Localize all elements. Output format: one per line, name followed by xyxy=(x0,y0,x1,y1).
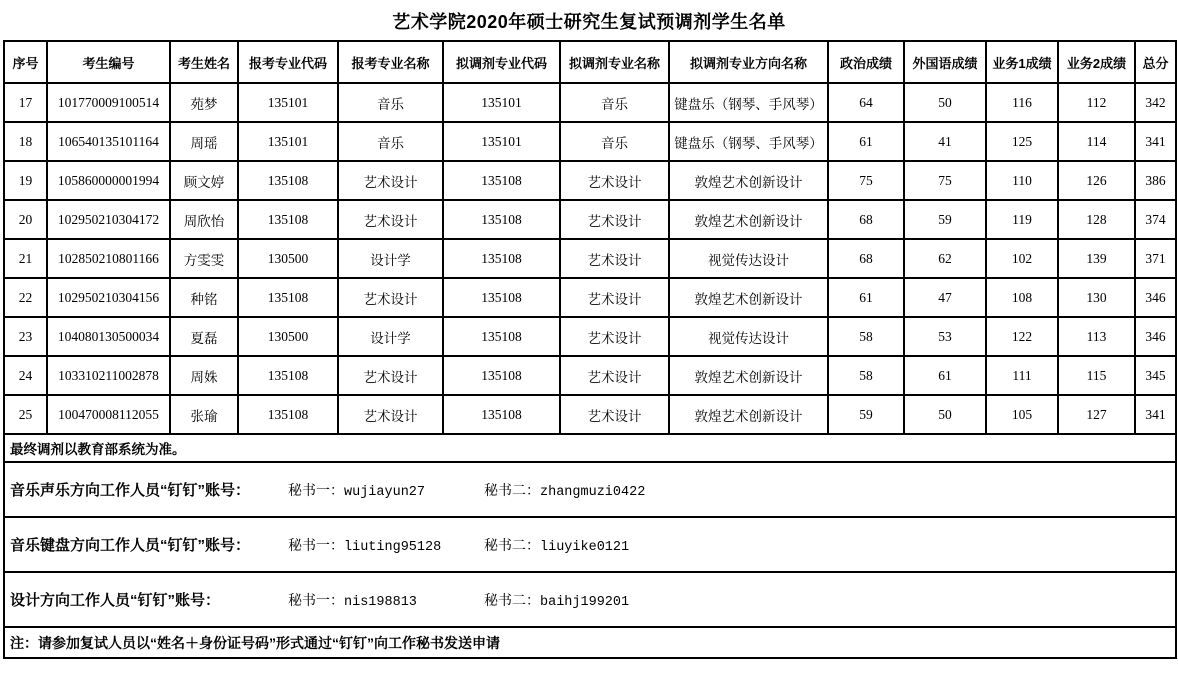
table-cell: 103310211002878 xyxy=(47,356,170,395)
table-cell: 敦煌艺术创新设计 xyxy=(669,161,828,200)
column-header: 序号 xyxy=(4,41,47,83)
final-note-text: 最终调剂以教育部系统为准。 xyxy=(10,441,186,457)
table-cell: 周欣怡 xyxy=(170,200,238,239)
table-cell: 102850210801166 xyxy=(47,239,170,278)
table-cell: 58 xyxy=(828,317,904,356)
table-cell: 50 xyxy=(904,83,986,122)
table-cell: 135108 xyxy=(443,356,560,395)
contact-row-design xyxy=(4,572,1176,627)
table-cell: 59 xyxy=(904,200,986,239)
table-cell: 61 xyxy=(828,122,904,161)
table-cell: 135108 xyxy=(443,317,560,356)
table-cell: 342 xyxy=(1135,83,1176,122)
table-cell: 128 xyxy=(1058,200,1135,239)
table-cell: 艺术设计 xyxy=(560,395,669,434)
table-cell: 25 xyxy=(4,395,47,434)
final-note-row xyxy=(4,434,1176,462)
table-cell: 105860000001994 xyxy=(47,161,170,200)
table-cell: 59 xyxy=(828,395,904,434)
table-cell: 47 xyxy=(904,278,986,317)
contact-label: 设计方向工作人员“钉钉”账号： xyxy=(10,592,221,609)
column-header: 拟调剂专业方向名称 xyxy=(669,41,828,83)
table-row xyxy=(4,83,1176,122)
table-cell: 艺术设计 xyxy=(560,278,669,317)
table-cell: 音乐 xyxy=(560,83,669,122)
table-row xyxy=(4,317,1176,356)
table-cell: 112 xyxy=(1058,83,1135,122)
contact-label: 音乐键盘方向工作人员“钉钉”账号： xyxy=(10,537,251,554)
table-cell: 敦煌艺术创新设计 xyxy=(669,200,828,239)
table-cell: 艺术设计 xyxy=(560,200,669,239)
table-cell: 122 xyxy=(986,317,1058,356)
table-cell: 105 xyxy=(986,395,1058,434)
table-cell: 键盘乐（钢琴、手风琴） xyxy=(669,83,828,122)
dingtalk-account: baihj199201 xyxy=(540,595,630,610)
table-cell: 夏磊 xyxy=(170,317,238,356)
table-cell: 111 xyxy=(986,356,1058,395)
table-row xyxy=(4,122,1176,161)
table-cell: 17 xyxy=(4,83,47,122)
table-cell: 135108 xyxy=(443,278,560,317)
table-cell: 61 xyxy=(828,278,904,317)
table-cell: 75 xyxy=(828,161,904,200)
table-cell: 音乐 xyxy=(338,83,443,122)
table-cell: 艺术设计 xyxy=(338,200,443,239)
table-cell: 341 xyxy=(1135,122,1176,161)
table-cell: 115 xyxy=(1058,356,1135,395)
table-cell: 100470008112055 xyxy=(47,395,170,434)
table-cell: 68 xyxy=(828,239,904,278)
bottom-note-row xyxy=(4,627,1176,658)
table-cell: 19 xyxy=(4,161,47,200)
table-cell: 135108 xyxy=(443,200,560,239)
table-cell: 周姝 xyxy=(170,356,238,395)
table-row xyxy=(4,395,1176,434)
table-cell: 139 xyxy=(1058,239,1135,278)
table-cell: 22 xyxy=(4,278,47,317)
table-cell: 张瑜 xyxy=(170,395,238,434)
table-cell: 346 xyxy=(1135,278,1176,317)
table-cell: 75 xyxy=(904,161,986,200)
table-cell: 135101 xyxy=(443,122,560,161)
table-cell: 音乐 xyxy=(560,122,669,161)
table-cell: 135108 xyxy=(238,200,338,239)
column-header: 报考专业名称 xyxy=(338,41,443,83)
table-cell: 41 xyxy=(904,122,986,161)
table-cell: 110 xyxy=(986,161,1058,200)
table-cell: 102 xyxy=(986,239,1058,278)
column-header: 业务1成绩 xyxy=(986,41,1058,83)
column-header: 外国语成绩 xyxy=(904,41,986,83)
table-cell: 设计学 xyxy=(338,239,443,278)
column-header: 政治成绩 xyxy=(828,41,904,83)
table-cell: 130 xyxy=(1058,278,1135,317)
table-cell: 104080130500034 xyxy=(47,317,170,356)
column-header: 业务2成绩 xyxy=(1058,41,1135,83)
table-cell: 101770009100514 xyxy=(47,83,170,122)
table-cell: 62 xyxy=(904,239,986,278)
table-row xyxy=(4,278,1176,317)
table-cell: 102950210304156 xyxy=(47,278,170,317)
table-cell: 视觉传达设计 xyxy=(669,239,828,278)
table-cell: 135108 xyxy=(238,395,338,434)
column-header: 考生编号 xyxy=(47,41,170,83)
table-cell: 126 xyxy=(1058,161,1135,200)
contact-row-keyboard xyxy=(4,517,1176,572)
table-cell: 135108 xyxy=(238,278,338,317)
bottom-note-text: 注：请参加复试人员以“姓名＋身份证号码”形式通过“钉钉”向工作秘书发送申请 xyxy=(10,634,500,651)
table-cell: 艺术设计 xyxy=(560,161,669,200)
table-cell: 127 xyxy=(1058,395,1135,434)
table-cell: 18 xyxy=(4,122,47,161)
table-cell: 周瑶 xyxy=(170,122,238,161)
table-cell: 艺术设计 xyxy=(560,239,669,278)
dingtalk-account: zhangmuzi0422 xyxy=(540,485,646,500)
table-row xyxy=(4,200,1176,239)
table-cell: 58 xyxy=(828,356,904,395)
table-cell: 135108 xyxy=(238,161,338,200)
table-cell: 119 xyxy=(986,200,1058,239)
table-cell: 61 xyxy=(904,356,986,395)
dingtalk-account: liuyike0121 xyxy=(540,540,630,555)
table-cell: 艺术设计 xyxy=(338,161,443,200)
column-header: 拟调剂专业名称 xyxy=(560,41,669,83)
table-cell: 386 xyxy=(1135,161,1176,200)
table-cell: 20 xyxy=(4,200,47,239)
table-cell: 345 xyxy=(1135,356,1176,395)
table-cell: 23 xyxy=(4,317,47,356)
table-cell: 341 xyxy=(1135,395,1176,434)
table-cell: 108 xyxy=(986,278,1058,317)
table-cell: 敦煌艺术创新设计 xyxy=(669,278,828,317)
table-cell: 艺术设计 xyxy=(338,356,443,395)
table-cell: 114 xyxy=(1058,122,1135,161)
table-cell: 135108 xyxy=(238,356,338,395)
table-cell: 键盘乐（钢琴、手风琴） xyxy=(669,122,828,161)
table-cell: 116 xyxy=(986,83,1058,122)
secretary2-label: 秘书二： xyxy=(484,539,540,554)
table-cell: 方雯雯 xyxy=(170,239,238,278)
secretary2-label: 秘书二： xyxy=(484,594,540,609)
table-cell: 艺术设计 xyxy=(560,317,669,356)
column-header: 考生姓名 xyxy=(170,41,238,83)
contact-label: 音乐声乐方向工作人员“钉钉”账号： xyxy=(10,482,251,499)
table-cell: 艺术设计 xyxy=(560,356,669,395)
table-cell: 艺术设计 xyxy=(338,278,443,317)
table-row xyxy=(4,239,1176,278)
table-cell: 135101 xyxy=(238,83,338,122)
table-cell: 135108 xyxy=(443,239,560,278)
dingtalk-account: liuting95128 xyxy=(344,540,442,555)
table-cell: 125 xyxy=(986,122,1058,161)
table-cell: 24 xyxy=(4,356,47,395)
table-cell: 113 xyxy=(1058,317,1135,356)
table-cell: 68 xyxy=(828,200,904,239)
table-cell: 64 xyxy=(828,83,904,122)
table-body xyxy=(4,83,1176,434)
table-cell: 敦煌艺术创新设计 xyxy=(669,356,828,395)
table-cell: 135108 xyxy=(443,395,560,434)
secretary1-label: 秘书一： xyxy=(288,539,344,554)
table-cell: 130500 xyxy=(238,239,338,278)
table-cell: 艺术设计 xyxy=(338,395,443,434)
table-cell: 设计学 xyxy=(338,317,443,356)
dingtalk-account: wujiayun27 xyxy=(344,485,426,500)
table-cell: 346 xyxy=(1135,317,1176,356)
table-cell: 102950210304172 xyxy=(47,200,170,239)
table-cell: 音乐 xyxy=(338,122,443,161)
table-row xyxy=(4,356,1176,395)
secretary1-label: 秘书一： xyxy=(288,594,344,609)
table-cell: 106540135101164 xyxy=(47,122,170,161)
column-header: 总分 xyxy=(1135,41,1176,83)
table-cell: 371 xyxy=(1135,239,1176,278)
dingtalk-account: nis198813 xyxy=(344,595,417,610)
contact-row-vocal xyxy=(4,462,1176,517)
column-header: 拟调剂专业代码 xyxy=(443,41,560,83)
table-header-row xyxy=(4,41,1176,83)
students-table xyxy=(3,40,1177,659)
table-cell: 374 xyxy=(1135,200,1176,239)
secretary1-label: 秘书一： xyxy=(288,484,344,499)
table-row xyxy=(4,161,1176,200)
table-cell: 130500 xyxy=(238,317,338,356)
page-title: 艺术学院2020年硕士研究生复试预调剂学生名单 xyxy=(392,12,786,32)
table-cell: 135108 xyxy=(443,161,560,200)
secretary2-label: 秘书二： xyxy=(484,484,540,499)
table-cell: 顾文婷 xyxy=(170,161,238,200)
column-header: 报考专业代码 xyxy=(238,41,338,83)
table-cell: 敦煌艺术创新设计 xyxy=(669,395,828,434)
table-cell: 苑梦 xyxy=(170,83,238,122)
table-cell: 53 xyxy=(904,317,986,356)
table-cell: 135101 xyxy=(443,83,560,122)
table-cell: 135101 xyxy=(238,122,338,161)
table-cell: 21 xyxy=(4,239,47,278)
table-cell: 视觉传达设计 xyxy=(669,317,828,356)
table-cell: 50 xyxy=(904,395,986,434)
table-cell: 种铭 xyxy=(170,278,238,317)
